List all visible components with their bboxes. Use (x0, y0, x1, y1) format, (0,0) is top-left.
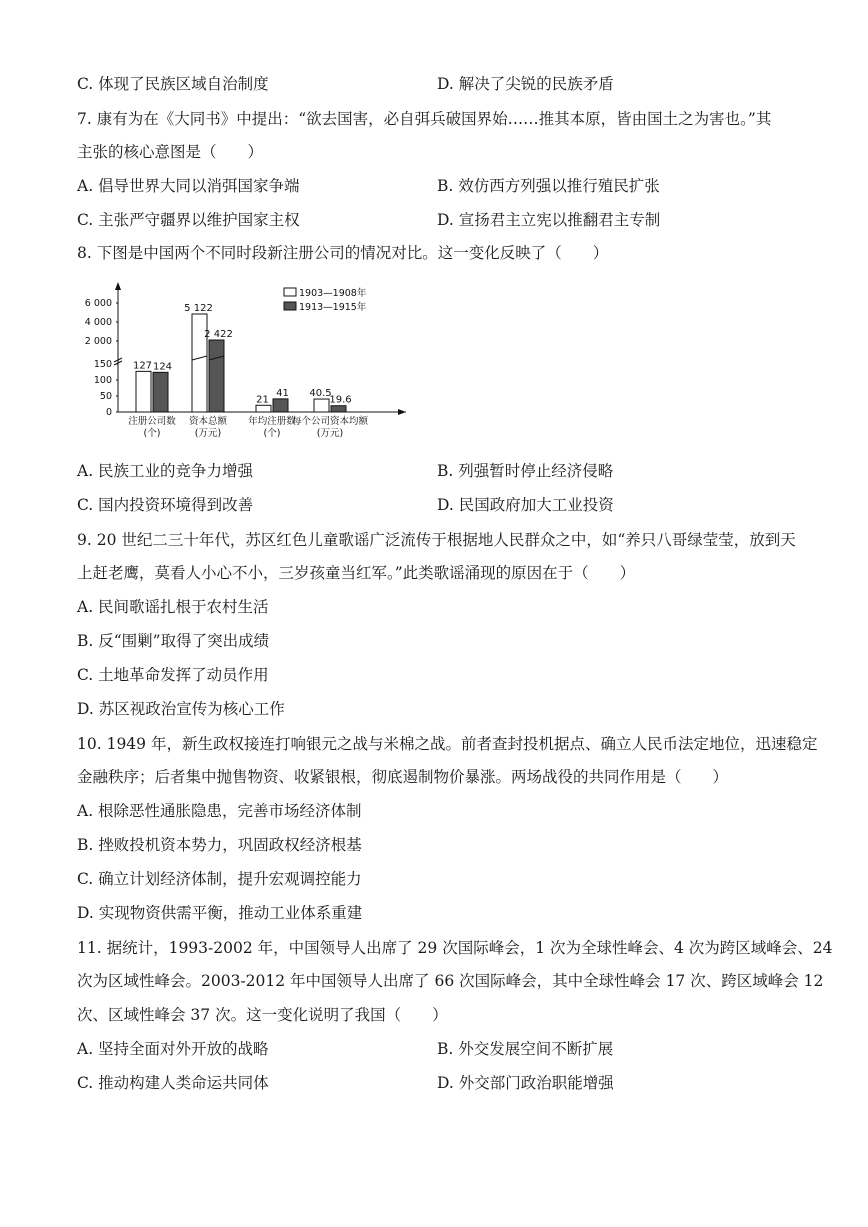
q7-option-c: C. 主张严守疆界以维护国家主权 (77, 211, 300, 229)
bar (153, 372, 168, 412)
category-label: 每个公司资本均额 (291, 416, 369, 427)
category-label: 年均注册数 (248, 416, 296, 427)
q10-stem-line-1: 10. 1949 年，新生政权接连打响银元之战与米棉之战。前者查封投机据点、确立人民币法定地位，迅速稳定 (77, 735, 818, 753)
q10-stem-line-2: 金融秩序；后者集中抛售物资、收紧银根，彻底遏制物价暴涨。两场战役的共同作用是（ ） (77, 768, 729, 786)
y-tick-label: 4 000 (84, 317, 112, 328)
chart-legend (284, 287, 367, 313)
q7-option-b: B. 效仿西方列强以推行殖民扩张 (437, 177, 660, 195)
y-tick-label: 150 (93, 359, 112, 370)
data-label: 41 (276, 387, 289, 399)
x-axis-arrow (398, 409, 406, 415)
legend-label: 1913—1915年 (299, 302, 367, 313)
q7-stem-line-2: 主张的核心意图是（ ） (77, 143, 264, 161)
q11-stem-line-3: 次、区域性峰会 37 次。这一变化说明了我国（ ） (77, 1006, 448, 1024)
q11-option-c: C. 推动构建人类命运共同体 (77, 1074, 269, 1092)
q9-stem-line-1: 9. 20 世纪二三十年代，苏区红色儿童歌谣广泛流传于根据地人民群众之中，如“养只八哥绿莹莹，放到天 (77, 531, 796, 549)
q10-option-a: A. 根除恶性通胀隐患，完善市场经济体制 (77, 802, 362, 820)
data-label: 2 422 (204, 329, 233, 340)
bar (273, 399, 288, 412)
bar (331, 406, 346, 412)
y-tick-label: 100 (93, 375, 112, 386)
bar (314, 399, 329, 412)
category-unit-label: (万元) (194, 428, 222, 439)
q9-option-d: D. 苏区视政治宣传为核心工作 (77, 700, 285, 718)
bar (136, 371, 151, 412)
category-label: 资本总额 (188, 416, 228, 427)
q6-option-d: D. 解决了尖锐的民族矛盾 (437, 75, 614, 93)
bar (209, 340, 224, 412)
q10-option-b: B. 挫败投机资本势力，巩固政权经济根基 (77, 836, 362, 854)
category-label: 注册公司数 (128, 416, 176, 427)
category-unit-label: (个) (263, 428, 281, 439)
q10-option-d: D. 实现物资供需平衡，推动工业体系重建 (77, 904, 363, 922)
data-label: 19.6 (329, 394, 352, 406)
data-label: 40.5 (309, 388, 332, 400)
q8-stem: 8. 下图是中国两个不同时段新注册公司的情况对比。这一变化反映了（ ） (77, 244, 609, 262)
bar (256, 405, 271, 412)
q9-stem-line-2: 上赶老鹰，莫看人小心不小，三岁孩童当红军。”此类歌谣涌现的原因在于（ ） (77, 564, 636, 582)
q11-stem-line-2: 次为区域性峰会。2003-2012 年中国领导人出席了 66 次国际峰会，其中全球性峰会 17 次、跨区域峰会 12 (77, 972, 824, 990)
new-companies-bar-chart (84, 282, 414, 442)
q8-option-d: D. 民国政府加大工业投资 (437, 496, 614, 514)
y-axis-arrow (115, 282, 121, 290)
q9-option-b: B. 反“围剿”取得了突出成绩 (77, 632, 270, 650)
legend-swatch (284, 302, 296, 310)
q11-option-d: D. 外交部门政治职能增强 (437, 1074, 614, 1092)
legend-label: 1903—1908年 (299, 288, 367, 299)
q9-option-c: C. 土地革命发挥了动员作用 (77, 666, 269, 684)
q8-option-c: C. 国内投资环境得到改善 (77, 496, 254, 514)
category-unit-label: (万元) (316, 428, 344, 439)
data-label: 5 122 (184, 303, 213, 314)
q8-option-a: A. 民族工业的竞争力增强 (77, 462, 254, 480)
q7-option-d: D. 宣扬君主立宪以推翻君主专制 (437, 211, 661, 229)
q8-option-b: B. 列强暂时停止经济侵略 (437, 462, 614, 480)
legend-swatch (284, 288, 296, 296)
q7-stem-line-1: 7. 康有为在《大同书》中提出：“欲去国害，必自弭兵破国界始……推其本原，皆由国土之为害也。”其 (77, 110, 772, 128)
y-tick-label: 6 000 (84, 298, 112, 309)
category-unit-label: (个) (143, 428, 161, 439)
q7-option-a: A. 倡导世界大同以消弭国家争端 (77, 177, 300, 195)
q11-option-b: B. 外交发展空间不断扩展 (437, 1040, 614, 1058)
data-label: 127 (132, 360, 153, 372)
data-label: 124 (152, 361, 173, 373)
q6-option-c: C. 体现了民族区域自治制度 (77, 75, 269, 93)
y-tick-label: 2 000 (84, 336, 112, 347)
chart-y-ticks (85, 298, 118, 418)
y-tick-label: 0 (105, 407, 112, 418)
q10-option-c: C. 确立计划经济体制，提升宏观调控能力 (77, 870, 362, 888)
q11-stem-line-1: 11. 据统计，1993-2002 年，中国领导人出席了 29 次国际峰会，1 次为全球性峰会、4 次为跨区域峰会、24 (77, 939, 833, 957)
q11-option-a: A. 坚持全面对外开放的战略 (77, 1040, 269, 1058)
q9-option-a: A. 民间歌谣扎根于农村生活 (77, 598, 269, 616)
data-label: 21 (256, 394, 269, 406)
chart-category-labels (128, 415, 368, 439)
y-tick-label: 50 (99, 391, 112, 402)
